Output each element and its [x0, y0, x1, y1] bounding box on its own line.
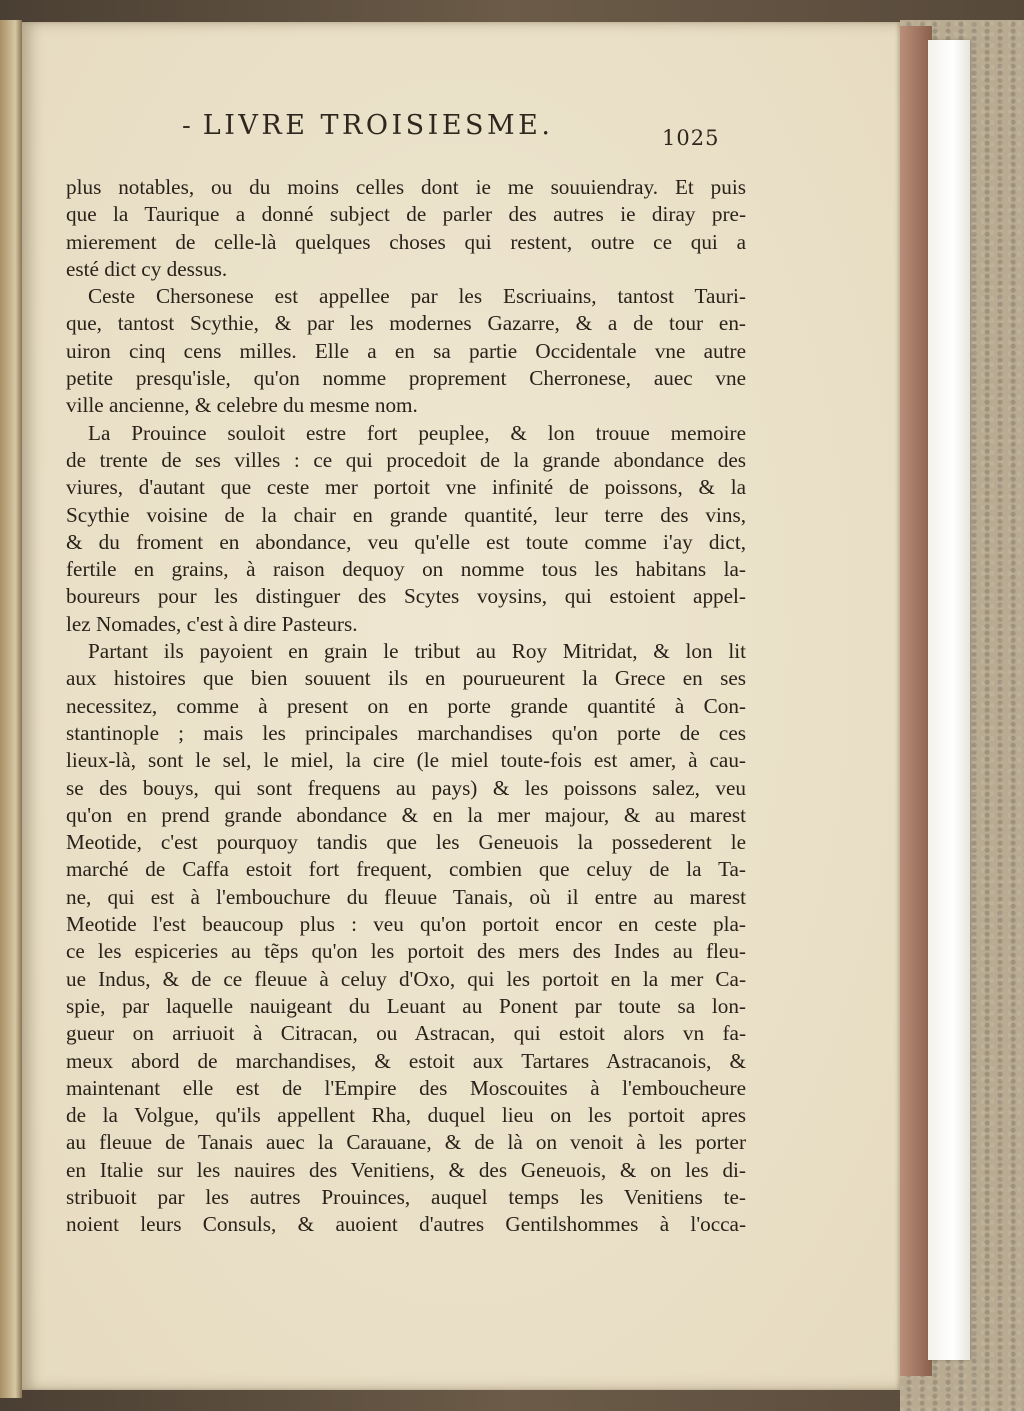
- text-line: lez Nomades, c'est à dire Pasteurs.: [66, 611, 358, 636]
- text-line: en Italie sur les nauires des Venitiens, & des Geneuois, & on les di-: [66, 1157, 746, 1182]
- text-line: de la Volgue, qu'ils appellent Rha, duquel lieu on les portoit apres: [66, 1103, 746, 1128]
- text-line: aux histoires que bien souuent ils en pourueurent la Grece en ses: [66, 666, 746, 691]
- text-line: maintenant elle est de l'Empire des Moscouites à l'emboucheure: [66, 1075, 746, 1100]
- text-line: se des bouys, qui sont frequens au pays) & les poissons salez, veu: [66, 775, 746, 800]
- text-line: que, tantost Scythie, & par les modernes Gazarre, & a de tour en-: [66, 311, 746, 336]
- text-line: ue Indus, & de ce fleuue à celuy d'Oxo, qui les portoit en la mer Ca-: [66, 966, 746, 991]
- text-line: & du froment en abondance, veu qu'elle est toute comme i'ay dict,: [66, 529, 746, 554]
- text-line: La Prouince souloit estre fort peuplee, & lon trouue memoire: [88, 420, 746, 445]
- text-line: esté dict cy dessus.: [66, 256, 228, 281]
- text-line: de trente de ses villes : ce qui procedoit de la grande abondance des: [66, 447, 746, 472]
- text-line: marché de Caffa estoit fort frequent, combien que celuy de la Ta-: [66, 857, 746, 882]
- page-header: [182, 110, 742, 158]
- text-line: lieux-là, sont le sel, le miel, la cire (le miel toute-fois est amer, à cau-: [66, 748, 746, 773]
- book-page: [22, 22, 900, 1390]
- text-line: que la Taurique a donné subject de parler des autres ie diray pre-: [66, 202, 746, 227]
- text-line: Ceste Chersonese est appellee par les Escriuains, tantost Tauri-: [88, 284, 746, 309]
- text-line: viures, d'autant que ceste mer portoit vne infinité de poissons, & la: [66, 475, 746, 500]
- text-line: necessitez, comme à present on en porte grande quantité à Con-: [66, 693, 746, 718]
- text-line: noient leurs Consuls, & auoient d'autres Gentilshommes à l'occa-: [66, 1212, 746, 1237]
- text-line: gueur on arriuoit à Citracan, ou Astracan, qui estoit alors vn fa-: [66, 1021, 746, 1046]
- page-number: 1025: [662, 126, 720, 150]
- text-line: mierement de celle-là quelques choses qui restent, outre ce qui a: [66, 229, 746, 254]
- text-line: fertile en grains, à raison dequoy on nomme tous les habitans la-: [66, 557, 746, 582]
- text-line: Partant ils payoient en grain le tribut au Roy Mitridat, & lon lit: [88, 639, 746, 664]
- text-line: ne, qui est à l'embouchure du fleuue Tanais, où il entre au marest: [66, 884, 746, 909]
- page-fore-edge: [928, 40, 970, 1360]
- text-line: Meotide, c'est pourquoy tandis que les Geneuois la possederent le: [66, 830, 746, 855]
- text-line: plus notables, ou du moins celles dont ie me souuiendray. Et puis: [66, 175, 746, 199]
- header-dash: -: [182, 111, 191, 141]
- text-line: meux abord de marchandises, & estoit aux Tartares Astracanois, &: [66, 1048, 746, 1073]
- text-line: au fleuue de Tanais auec la Carauane, & de là on venoit à les porter: [66, 1130, 746, 1155]
- text-line: stantinople ; mais les principales marchandises qu'on porte de ces: [66, 720, 746, 745]
- facing-leaf-edge: [0, 20, 22, 1398]
- text-line: Scythie voisine de la chair en grande quantité, leur terre des vins,: [66, 502, 746, 527]
- text-line: Meotide l'est beaucoup plus : veu qu'on portoit encor en ceste pla-: [66, 912, 746, 937]
- body-text: [66, 174, 746, 1239]
- text-line: uiron cinq cens milles. Elle a en sa partie Occidentale vne autre: [66, 338, 746, 363]
- text-line: spie, par laquelle nauigeant du Leuant au Ponent par toute sa lon-: [66, 993, 746, 1018]
- running-title: LIVRE TROISIESME.: [202, 110, 554, 141]
- text-line: stribuoit par les autres Prouinces, auquel temps les Venitiens te-: [66, 1184, 746, 1209]
- text-line: boureurs pour les distinguer des Scytes voysins, qui estoient appel-: [66, 584, 746, 609]
- text-line: qu'on en prend grande abondance & en la mer majour, & au marest: [66, 802, 746, 827]
- text-line: petite presqu'isle, qu'on nomme proprement Cherronese, auec vne: [66, 366, 746, 391]
- text-line: ce les espiceries au tẽps qu'on les portoit des mers des Indes au fleu-: [66, 939, 746, 964]
- text-line: ville ancienne, & celebre du mesme nom.: [66, 393, 418, 418]
